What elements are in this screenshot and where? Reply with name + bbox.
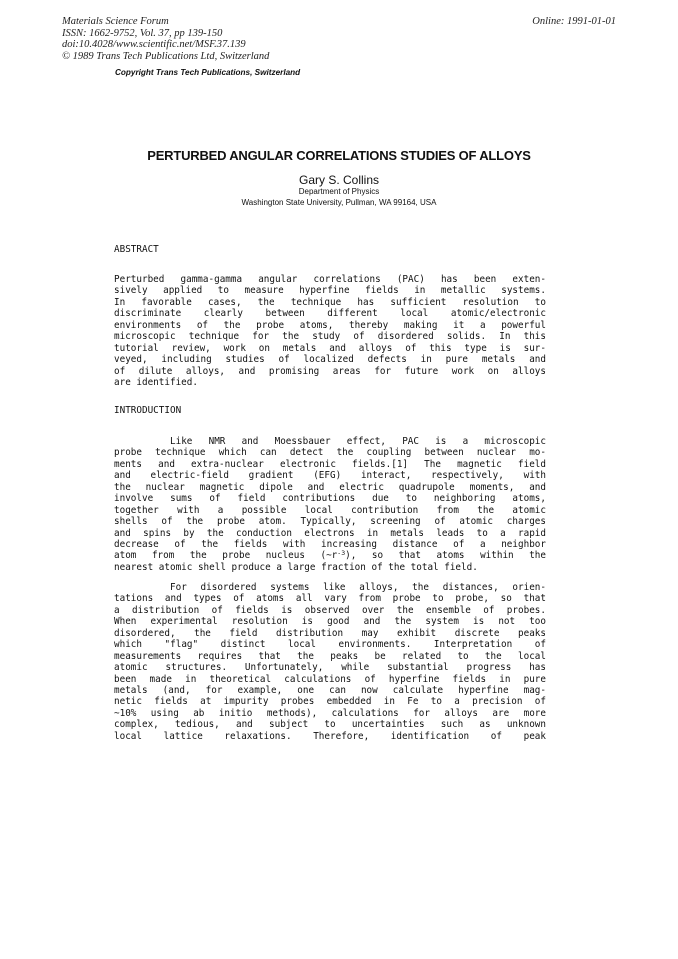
body-line: local lattice relaxations. Therefore, identification of peak	[114, 730, 546, 742]
body-text: ), so that atoms within the	[345, 550, 546, 562]
doi-line: doi:10.4028/www.scientific.net/MSF.37.139	[62, 39, 246, 51]
body-line: complex, tedious, and subject to uncertainties such as unknown	[114, 719, 546, 731]
exponent: -3	[337, 549, 346, 558]
abstract-line: sively applied to measure hyperfine fields in metallic systems.	[114, 285, 546, 297]
issn-line: ISSN: 1662-9752, Vol. 37, pp 139-150	[62, 27, 223, 39]
abstract-line: of dilute alloys, and promising areas for future work on alloys	[114, 365, 546, 377]
body-line: Like NMR and Moessbauer effect, PAC is a microscopic	[170, 436, 546, 447]
body-line: a distribution of fields is observed over the ensemble of probes.	[114, 604, 546, 616]
body-line: measurements requires that the peaks be related to the local	[114, 650, 546, 662]
body-line: probe technique which can detect the coupling between nuclear mo-	[114, 447, 546, 459]
copyright-note: Copyright Trans Tech Publications, Switzerland	[115, 68, 301, 77]
introduction-heading: INTRODUCTION	[114, 405, 182, 416]
body-line: disordered, the field distribution may exhibit discrete peaks	[114, 627, 546, 639]
body-line: shells of the probe atom. Typically, screening of atomic charges	[114, 516, 546, 528]
abstract-line: tutorial review, work on metals and alloys of this type is sur-	[114, 342, 546, 354]
body-line: For disordered systems like alloys, the distances, orien-	[170, 582, 546, 593]
body-line: and spins by the conduction electrons in metals leads to a rapid	[114, 527, 546, 539]
body-line: netic fields at impurity probes embedded in Fe to a precision of	[114, 696, 546, 708]
body-text: atom from the probe nucleus (~r	[114, 550, 338, 562]
paper-title: PERTURBED ANGULAR CORRELATIONS STUDIES OF ALLOYS	[147, 148, 531, 163]
abstract-body	[114, 274, 546, 388]
abstract-line: Perturbed gamma-gamma angular correlations (PAC) has been exten-	[114, 274, 546, 285]
abstract-line: are identified.	[114, 376, 198, 388]
author-name: Gary S. Collins	[298, 173, 380, 187]
introduction-paragraph-2	[114, 582, 546, 742]
body-line: involve sums of field contributions due to neighboring atoms,	[114, 493, 546, 505]
author-department: Department of Physics	[298, 187, 380, 196]
body-line: decrease of the fields with increasing distance of a neighbor	[114, 538, 546, 550]
publisher-line: © 1989 Trans Tech Publications Ltd, Switzerland	[62, 50, 270, 62]
body-line: When experimental resolution is good and the system is not too	[114, 616, 546, 628]
body-line: ments and extra-nuclear electronic fields.[1] The magnetic field	[114, 458, 546, 470]
author-university: Washington State University, Pullman, WA 99164, USA	[241, 198, 437, 207]
journal-name: Materials Science Forum	[62, 16, 169, 27]
body-line: ~10% using ab initio methods), calculations for alloys are more	[114, 707, 546, 719]
introduction-paragraph-1	[114, 436, 546, 573]
body-line: tations and types of atoms all vary from probe to probe, so that	[114, 593, 546, 605]
abstract-line: microscopic technique for the study of disordered solids. In this	[114, 331, 546, 343]
body-line: atomic structures. Unfortunately, while substantial progress has	[114, 662, 546, 674]
body-line: together with a possible local contribution from the atomic	[114, 504, 546, 516]
body-line: been made in theoretical calculations of hyperfine fields in pure	[114, 673, 546, 685]
body-line: metals (and, for example, one can now calculate hyperfine mag-	[114, 684, 546, 696]
body-line	[114, 550, 546, 561]
abstract-line: discriminate clearly between different local atomic/electronic	[114, 308, 546, 320]
body-line: nearest atomic shell produce a large fraction of the total field.	[114, 561, 478, 573]
body-line: which "flag" distinct local environments. Interpretation of	[114, 639, 546, 651]
online-date: Online: 1991-01-01	[532, 16, 616, 27]
abstract-line: veyed, including studies of localized defects in pure metals and	[114, 354, 546, 366]
body-line: the nuclear magnetic dipole and electric quadrupole moments, and	[114, 481, 546, 493]
abstract-heading: ABSTRACT	[114, 244, 159, 255]
abstract-line: environments of the probe atoms, thereby making it a powerful	[114, 319, 546, 331]
abstract-line: In favorable cases, the technique has sufficient resolution to	[114, 296, 546, 308]
body-line: and electric-field gradient (EFG) interact, respectively, with	[114, 470, 546, 482]
